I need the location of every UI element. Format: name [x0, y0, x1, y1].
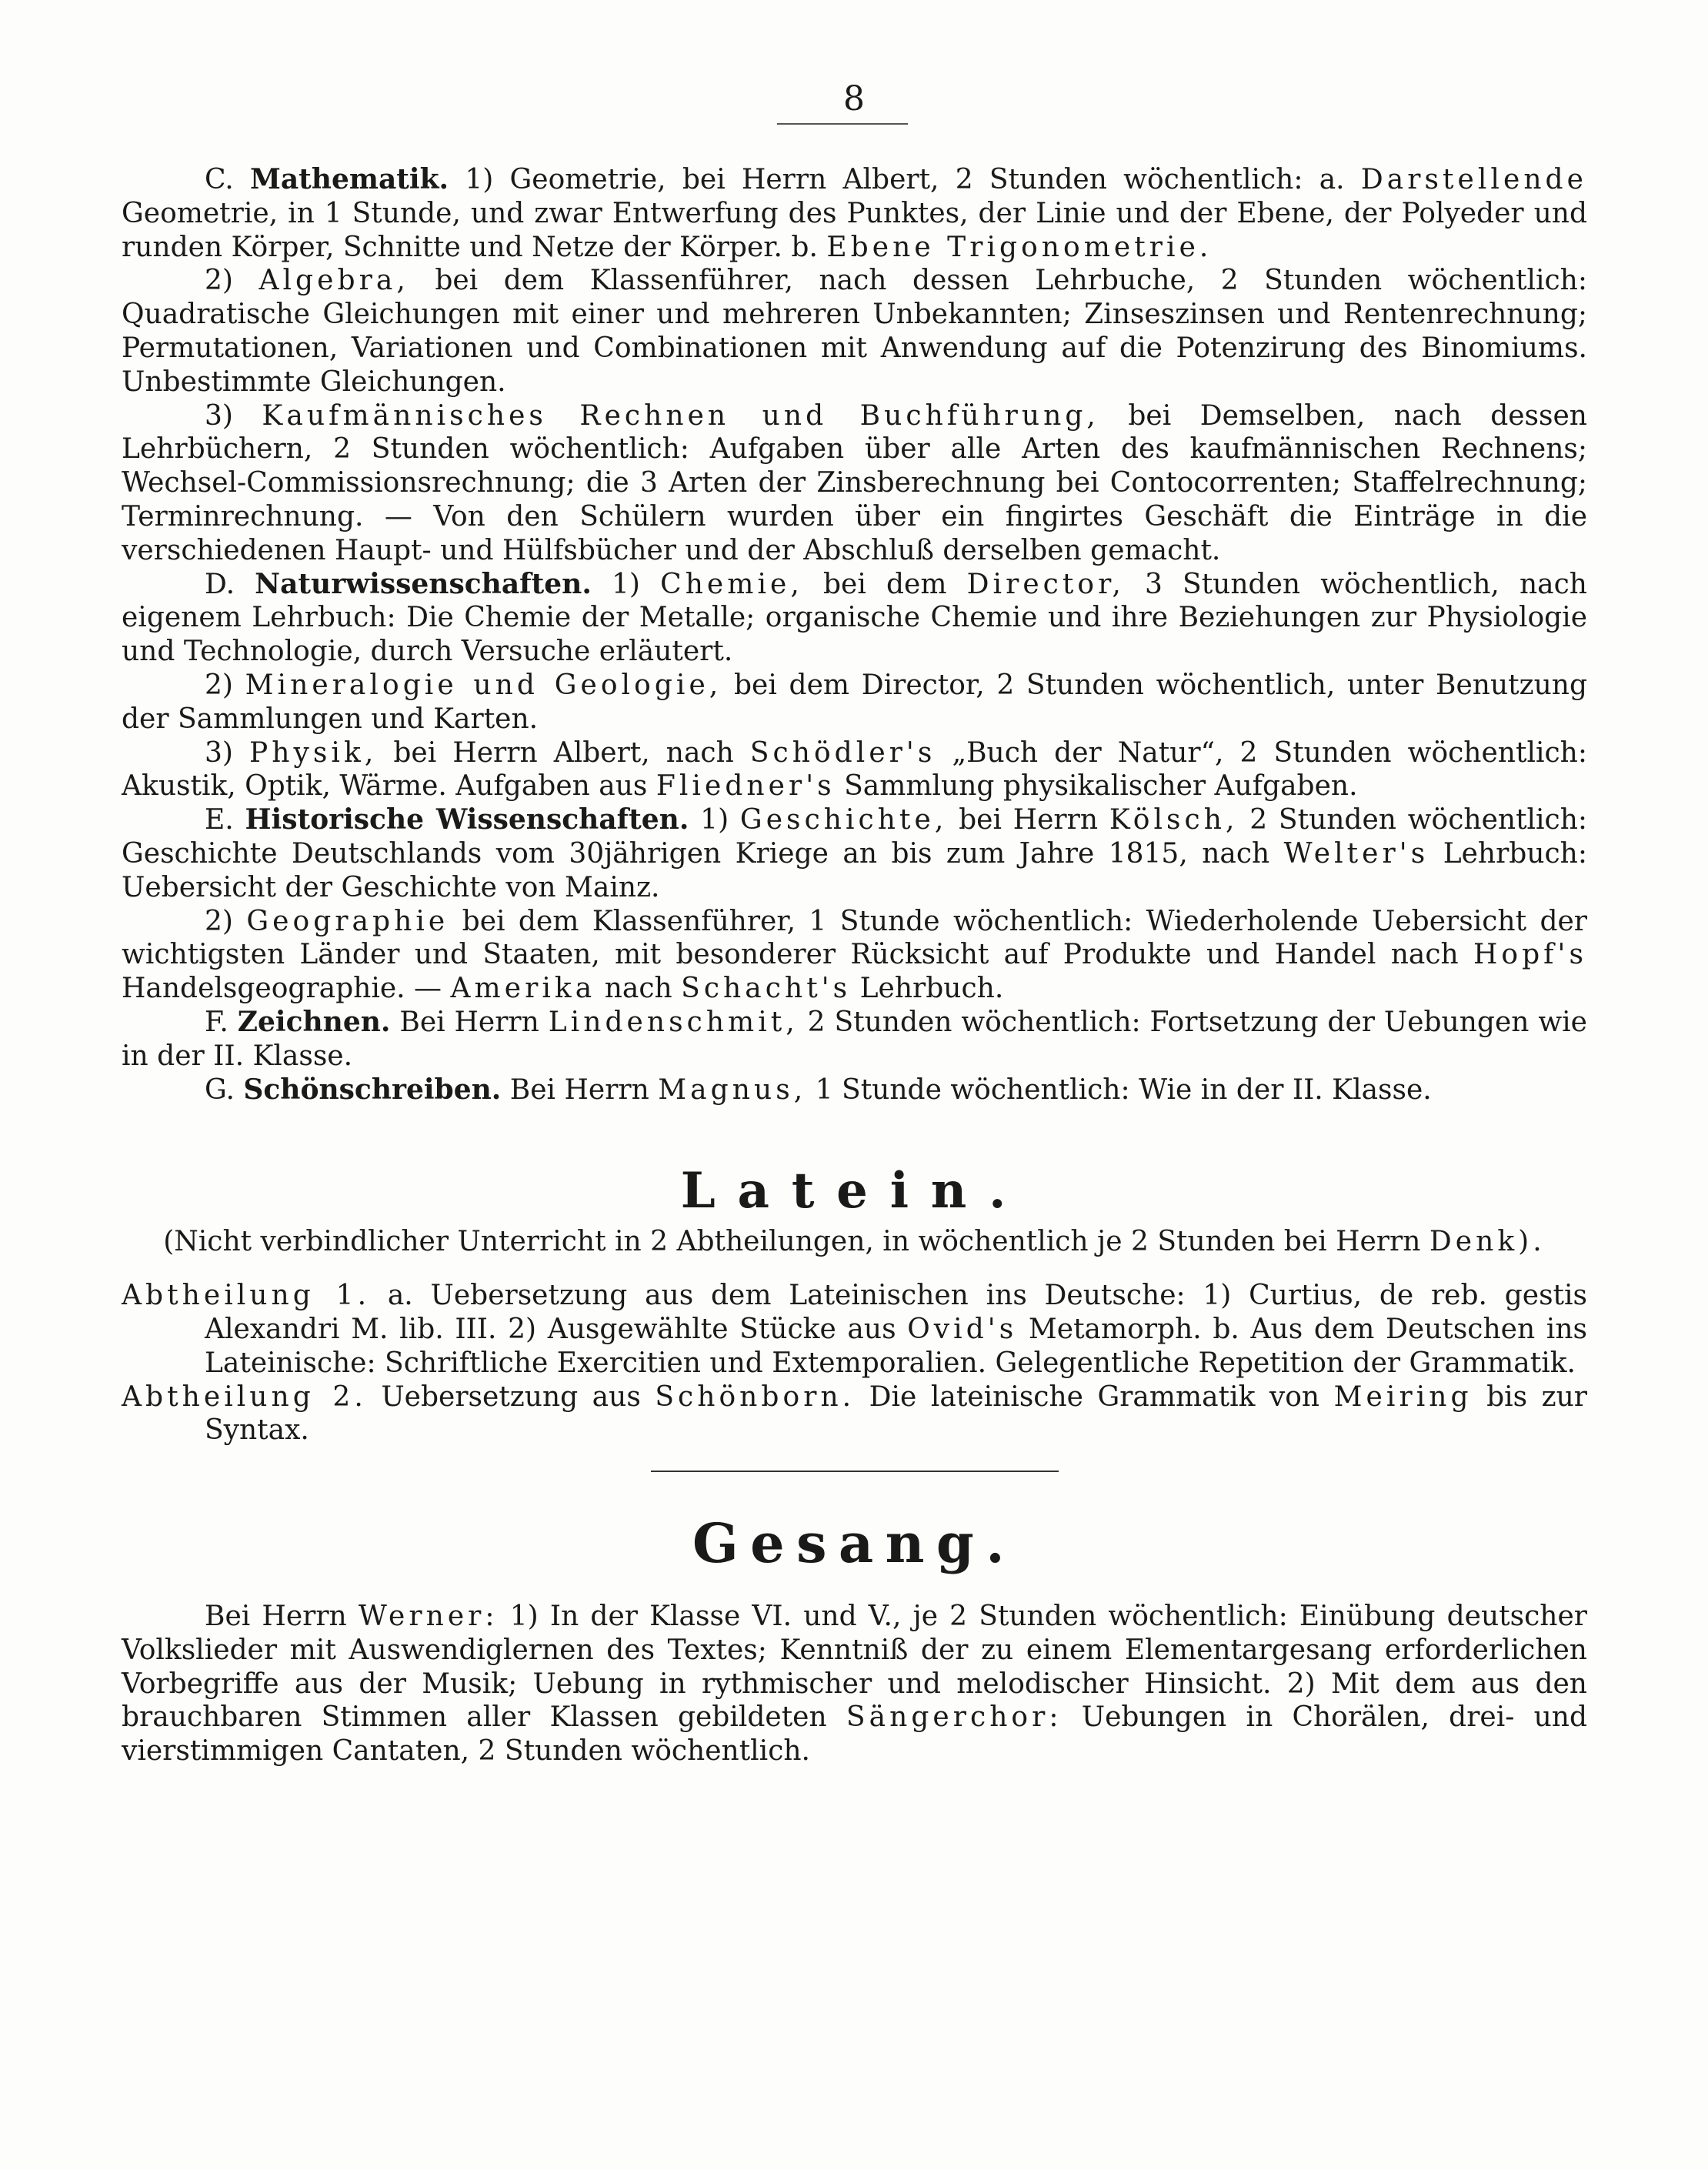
spaced-text: Algebra, [259, 265, 409, 297]
text: 1) [612, 568, 640, 600]
spaced-text: Ovid's [907, 1313, 1018, 1345]
text: 1 Stunde wöchentlich: Wie in der II. Klasse. [815, 1073, 1432, 1106]
section-letter: D. [205, 568, 235, 600]
naturwissenschaften-paragraph-1 [122, 568, 1587, 669]
latein-note [122, 1225, 1587, 1259]
spaced-text: Schödler's [749, 736, 936, 769]
text: 1) In der Klasse VI. und V., je 2 Stunden wöchentlich: Einübung deutscher Volkslieder mit Auswendiglernen des Textes; Kenntniß der zu einem Elementargesang erforderlichen Vorbegriffe aus der Musik; Uebung in rythmischer und melodischer Hinsicht. 2) Mit dem aus den brauchbaren Stimmen aller Klassen gebildeten [122, 1601, 1587, 1734]
text: Sammlung physikalischer Aufgaben. [844, 770, 1358, 803]
text: 2 Stunden wöchentlich: Geschichte Deutschlands vom 30jährigen Kriege an bis zum Jahre 1815, nach [122, 804, 1588, 870]
text: bei dem Klassenführer, 1 Stunde wöchentlich: Wiederholende Uebersicht der wichtigsten Länder und Staaten, mit besonderer Rücksicht auf Produkte und Handel nach [122, 905, 1587, 971]
page-body [122, 163, 1587, 1768]
zeichnen-paragraph [122, 1006, 1587, 1073]
text: bei Demselben, nach dessen Lehrbüchern, 2 Stunden wöchentlich: Aufgaben über alle Arten des kaufmännischen Rechnens; Wechsel-Commissionsrechnung; die 3 Arten der Zinsberechnung bei Contocorrenten; Staffelrechnung; Terminrechnung. — Von den Schülern wurden über ein fingirtes Geschäft die Einträge in die verschiedenen Haupt- und Hülfsbücher und der Abschluß derselben gemacht. [122, 399, 1587, 566]
text: bei Herrn Albert, nach [393, 736, 734, 769]
historische-paragraph-2 [122, 905, 1587, 1006]
section-title-schoenschreiben: Schönschreiben. [243, 1073, 502, 1106]
text: 2) [205, 265, 233, 297]
text: bis zur Syntax. [205, 1380, 1587, 1447]
page-number: 8 [843, 79, 865, 119]
text: bei dem Klassenführer, nach dessen Lehrbuche, 2 Stunden wöchentlich: Quadratische Gleichungen mit einer und mehreren Unbekannten; Zinseszinsen und Rentenrechnung; Permutationen, Variationen und Combinationen mit Anwendung auf die Potenzirung des Binomiums. Unbestimmte Gleichungen. [122, 265, 1587, 398]
spaced-text: Kaufmännisches Rechnen und Buchführung, [262, 399, 1099, 432]
section-letter: F. [205, 1006, 229, 1038]
text: 2) [205, 905, 233, 937]
text: 3) [205, 736, 233, 769]
text: Bei Herrn [205, 1601, 347, 1633]
naturwissenschaften-paragraph-2 [122, 669, 1587, 736]
mathematik-paragraph-1 [122, 163, 1587, 264]
text: Lehrbuch: Uebersicht der Geschichte von Mainz. [122, 837, 1587, 903]
spaced-text: Magnus, [658, 1073, 807, 1106]
naturwissenschaften-paragraph-3 [122, 736, 1587, 804]
mathematik-paragraph-3 [122, 399, 1587, 568]
text: Uebersetzung aus [381, 1380, 641, 1413]
text: (Nicht verbindlicher Unterricht in 2 Abtheilungen, in wöchentlich je 2 Stunden bei Herrn [163, 1226, 1421, 1258]
latein-abtheilung-2 [122, 1380, 1587, 1448]
spaced-text: Mineralogie und Geologie, [245, 669, 722, 701]
text: Lehrbuch. [859, 973, 1004, 1005]
text: „Buch der Natur“, 2 Stunden wöchentlich: Akustik, Optik, Wärme. Aufgaben aus [122, 736, 1587, 803]
spaced-text: Schacht's [681, 973, 852, 1005]
spaced-text: Fliedner's [656, 770, 836, 803]
text: 3) [205, 399, 233, 432]
text: 2 Stunden wöchentlich: Fortsetzung der Uebungen wie in der II. Klasse. [122, 1006, 1587, 1072]
text: bei dem [822, 568, 947, 600]
spaced-text: Geschichte, [739, 804, 948, 836]
spaced-text: Sängerchor: [846, 1701, 1062, 1734]
spaced-text: Hopf's [1473, 939, 1587, 971]
spaced-text: Welter's [1283, 837, 1429, 870]
section-divider [651, 1471, 1059, 1472]
gesang-paragraph [122, 1600, 1587, 1768]
section-title-mathematik: Mathematik. [249, 163, 449, 195]
spaced-text: Werner: [358, 1601, 499, 1633]
spaced-text: Denk). [1429, 1226, 1546, 1258]
section-title-historische: Historische Wissenschaften. [245, 803, 689, 836]
text: 1) Geometrie, bei Herrn Albert, 2 Stunden wöchentlich: a. [465, 164, 1345, 195]
text: 1) [700, 804, 729, 836]
text: Uebungen in Chorälen, drei- und vierstimmigen Cantaten, 2 Stunden wöchentlich. [122, 1701, 1588, 1768]
spaced-text: Darstellende [1360, 164, 1587, 195]
spaced-text: Chemie, [660, 568, 803, 600]
spaced-text: Lindenschmit, [548, 1006, 799, 1038]
text: Bei Herrn [509, 1073, 649, 1106]
spaced-text: Kölsch, [1109, 804, 1239, 836]
text: a. Uebersetzung aus dem Lateinischen ins Deutsche: 1) Curtius, de reb. gestis Alexandri M. lib. III. 2) Ausgewählte Stücke aus [205, 1280, 1587, 1345]
heading-latein: Latein. [680, 1162, 1029, 1220]
spaced-text: Abtheilung 1. [122, 1280, 371, 1312]
text: bei Herrn [959, 804, 1099, 836]
spaced-text: Abtheilung 2. [122, 1380, 367, 1413]
section-letter: E. [205, 804, 234, 836]
text: Die lateinische Grammatik von [869, 1380, 1320, 1413]
schoenschreiben-paragraph [122, 1073, 1587, 1107]
latein-abtheilung-1 [122, 1279, 1587, 1380]
text: nach [604, 973, 672, 1005]
section-title-naturwissenschaften: Naturwissenschaften. [255, 567, 592, 600]
text: bei dem Director, 2 Stunden wöchentlich, unter Benutzung der Sammlungen und Karten. [122, 669, 1587, 735]
text: Geometrie, in 1 Stunde, und zwar Entwerfung des Punktes, der Linie und der Ebene, der Polyeder und runden Körper, Schnitte und Netze der Körper. b. [122, 197, 1587, 263]
text: Metamorph. b. Aus dem Deutschen ins Lateinische: Schriftliche Exercitien und Extemporalien. Gelegentliche Repetition der Grammatik. [205, 1313, 1587, 1379]
mathematik-paragraph-2 [122, 264, 1587, 399]
section-letter: G. [205, 1073, 235, 1106]
page-number-rule [777, 123, 908, 125]
text: Bei Herrn [399, 1006, 539, 1038]
spaced-text: Ebene Trigonometrie. [826, 231, 1213, 263]
spaced-text: Physik, [249, 736, 378, 769]
text: Handelsgeographie. — [122, 973, 442, 1005]
spaced-text: Amerika [450, 973, 596, 1005]
spaced-text: Geographie [246, 905, 449, 937]
spaced-text: Meiring [1333, 1380, 1473, 1413]
text: 2) [205, 669, 233, 701]
spaced-text: Director, [966, 568, 1125, 600]
heading-gesang: Gesang. [692, 1511, 1017, 1576]
section-title-zeichnen: Zeichnen. [237, 1005, 391, 1038]
spaced-text: Schönborn. [655, 1380, 856, 1413]
section-letter: C. [205, 164, 234, 195]
text: 3 Stunden wöchentlich, nach eigenem Lehrbuch: Die Chemie der Metalle; organische Chemie und ihre Beziehungen zur Physiologie und Technologie, durch Versuche erläutert. [122, 568, 1587, 668]
historische-paragraph-1 [122, 803, 1587, 904]
